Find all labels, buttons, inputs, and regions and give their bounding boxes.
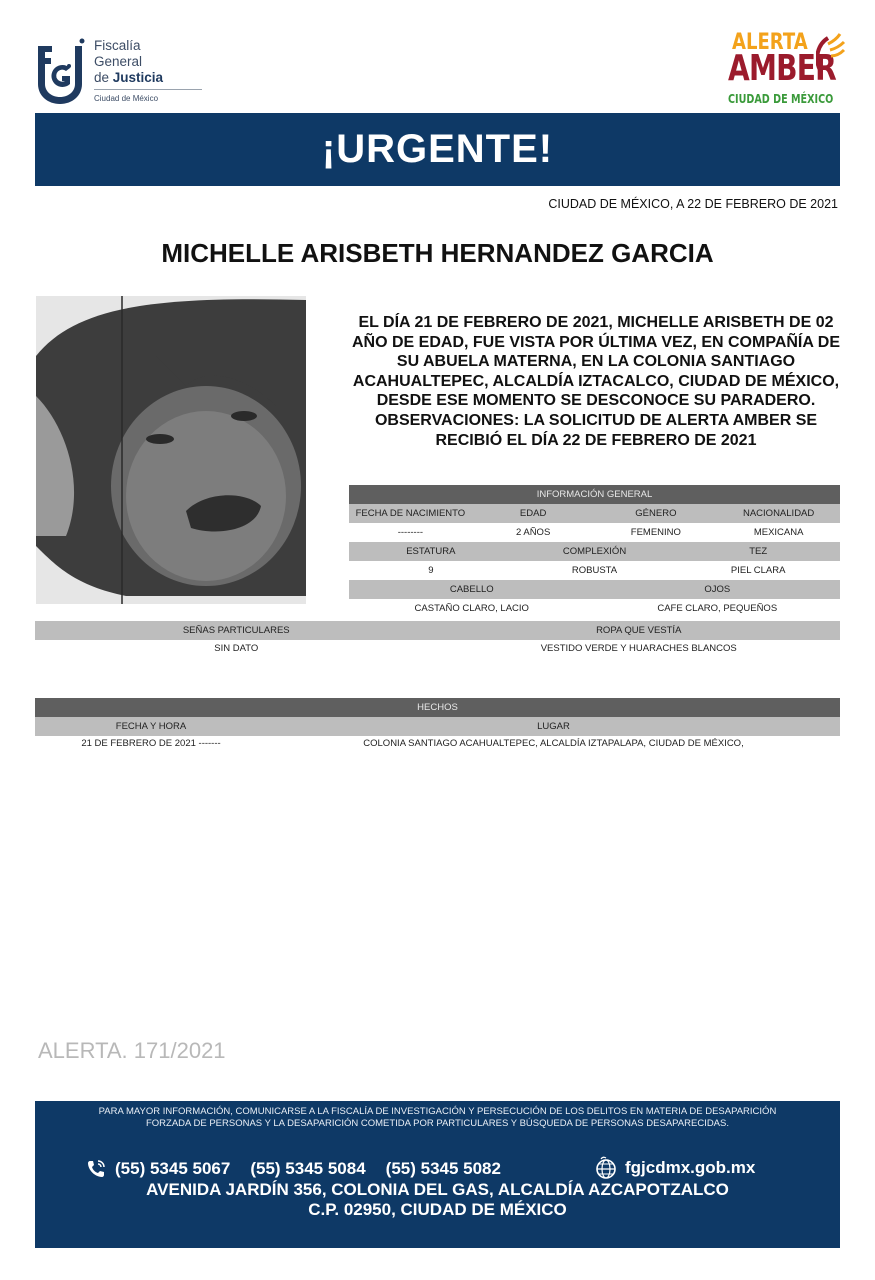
fgj-line3-bold: Justicia: [112, 70, 164, 85]
info-general-title-row: [349, 485, 840, 504]
header-age: EDAD: [519, 508, 547, 519]
value-age: 2 AÑOS: [515, 527, 551, 538]
header-clothing: ROPA QUE VESTÍA: [596, 625, 682, 636]
value-distinguishing-marks: SIN DATO: [214, 642, 259, 654]
fgj-logo: [36, 32, 176, 108]
info-row1-headers: [349, 504, 840, 523]
info-row2-values: [349, 561, 840, 580]
footer-phones: [85, 1158, 521, 1180]
fgj-subtitle: Ciudad de México: [94, 94, 159, 103]
facts-values: [35, 736, 840, 750]
info-row2-headers: [349, 542, 840, 561]
portrait-placeholder-icon: [36, 296, 306, 604]
header-distinguishing-marks: SEÑAS PARTICULARES: [182, 625, 290, 636]
value-place: COLONIA SANTIAGO ACAHUALTEPEC, ALCALDÍA IZTAPALAPA, CIUDAD DE MÉXICO,: [363, 737, 744, 749]
address-line1: AVENIDA JARDÍN 356, COLONIA DEL GAS, ALCALDÍA AZCAPOTZALCO: [146, 1180, 729, 1199]
header-height: ESTATURA: [406, 546, 456, 557]
value-eyes: CAFE CLARO, PEQUEÑOS: [657, 603, 778, 614]
date-line: CIUDAD DE MÉXICO, A 22 DE FEBRERO DE 2021: [548, 197, 838, 211]
fgj-line3-prefix: de: [94, 70, 113, 85]
footer-note-line1: PARA MAYOR INFORMACIÓN, COMUNICARSE A LA FISCALÍA DE INVESTIGACIÓN Y PERSECUCIÓN DE LOS DELITOS EN MATERIA DE DESAPARICIÓN: [98, 1106, 777, 1117]
urgent-banner: ¡URGENTE!: [35, 113, 840, 186]
fgj-divider: [94, 89, 202, 90]
alerta-amber-logo: [726, 26, 846, 110]
missing-person-photo: [36, 296, 306, 604]
fgj-logo-text: [94, 38, 163, 86]
fgj-line2: General: [94, 54, 143, 69]
signal-waves-icon: [816, 30, 846, 76]
footer-note-line2: FORZADA DE PERSONAS Y LA DESAPARICIÓN COMETIDA POR PARTICULARES Y BÚSQUEDA DE PERSONAS DESAPARECIDAS.: [145, 1118, 729, 1129]
amber-line3: CIUDAD DE MÉXICO: [728, 92, 834, 106]
info-row3-values: [349, 599, 840, 618]
address-line2: C.P. 02950, CIUDAD DE MÉXICO: [308, 1200, 567, 1219]
phone-number-2[interactable]: (55) 5345 5084: [250, 1159, 366, 1178]
phone-number-1[interactable]: (55) 5345 5067: [115, 1159, 231, 1178]
value-complexion: PIEL CLARA: [730, 565, 786, 576]
header-build: COMPLEXIÓN: [562, 546, 627, 557]
header-eyes: OJOS: [704, 584, 731, 595]
fgj-shield-icon: [36, 38, 86, 104]
facts-title: HECHOS: [417, 702, 458, 713]
value-date-time: 21 DE FEBRERO DE 2021 -------: [81, 737, 221, 749]
header-birthdate: FECHA DE NACIMIENTO: [355, 508, 466, 519]
header-date-time: FECHA Y HORA: [115, 721, 187, 732]
info-general-table: [349, 485, 840, 618]
header-place: LUGAR: [537, 721, 570, 732]
footer-address: [35, 1180, 840, 1220]
phone-number-3[interactable]: (55) 5345 5082: [385, 1159, 501, 1178]
amber-line2: AMBER: [728, 48, 836, 89]
phone-icon: [85, 1158, 107, 1180]
alert-number: ALERTA. 171/2021: [38, 1038, 226, 1063]
value-nationality: MEXICANA: [753, 527, 804, 538]
value-birthdate: --------: [397, 527, 424, 538]
header-complexion: TEZ: [749, 546, 768, 557]
website-link[interactable]: fgjcdmx.gob.mx: [625, 1158, 756, 1177]
header-nationality: NACIONALIDAD: [742, 508, 815, 519]
info-row3-headers: [349, 580, 840, 599]
header-gender: GÉNERO: [635, 508, 677, 519]
info-row1-values: [349, 523, 840, 542]
footer-note: [35, 1106, 840, 1130]
globe-icon: [595, 1156, 617, 1180]
missing-person-name: MICHELLE ARISBETH HERNANDEZ GARCIA: [161, 238, 714, 268]
facts-headers: [35, 717, 840, 736]
features-headers: [35, 621, 840, 640]
value-hair: CASTAÑO CLARO, LACIO: [414, 603, 529, 614]
features-values: [35, 640, 840, 656]
value-gender: FEMENINO: [630, 527, 681, 538]
header-hair: CABELLO: [449, 584, 494, 595]
value-clothing: VESTIDO VERDE Y HUARACHES BLANCOS: [540, 642, 737, 654]
fgj-line1: Fiscalía: [94, 38, 141, 53]
features-clothing-table: [35, 621, 840, 656]
footer-website: [595, 1156, 755, 1180]
facts-title-row: [35, 698, 840, 717]
value-build: ROBUSTA: [571, 565, 618, 576]
value-height: 9: [428, 565, 434, 576]
amber-line1: ALERTA: [732, 30, 808, 55]
facts-table: [35, 698, 840, 750]
info-general-title: INFORMACIÓN GENERAL: [536, 489, 653, 500]
case-description: EL DÍA 21 DE FEBRERO DE 2021, MICHELLE ARISBETH DE 02 AÑO DE EDAD, FUE VISTA POR ÚLTIMA VEZ, EN COMPAÑÍA DE SU ABUELA MATERNA, EN LA COLONIA SANTIAGO ACAHUALTEPEC, ALCALDÍA IZTACALCO, CIUDAD DE MÉXICO, DESDE ESE MOMENTO SE DESCONOCE SU PARADERO. OBSERVACIONES: LA SOLICITUD DE ALERTA AMBER SE RECIBIÓ EL DÍA 22 DE FEBRERO DE 2021: [351, 314, 840, 449]
contact-footer: [35, 1101, 840, 1248]
